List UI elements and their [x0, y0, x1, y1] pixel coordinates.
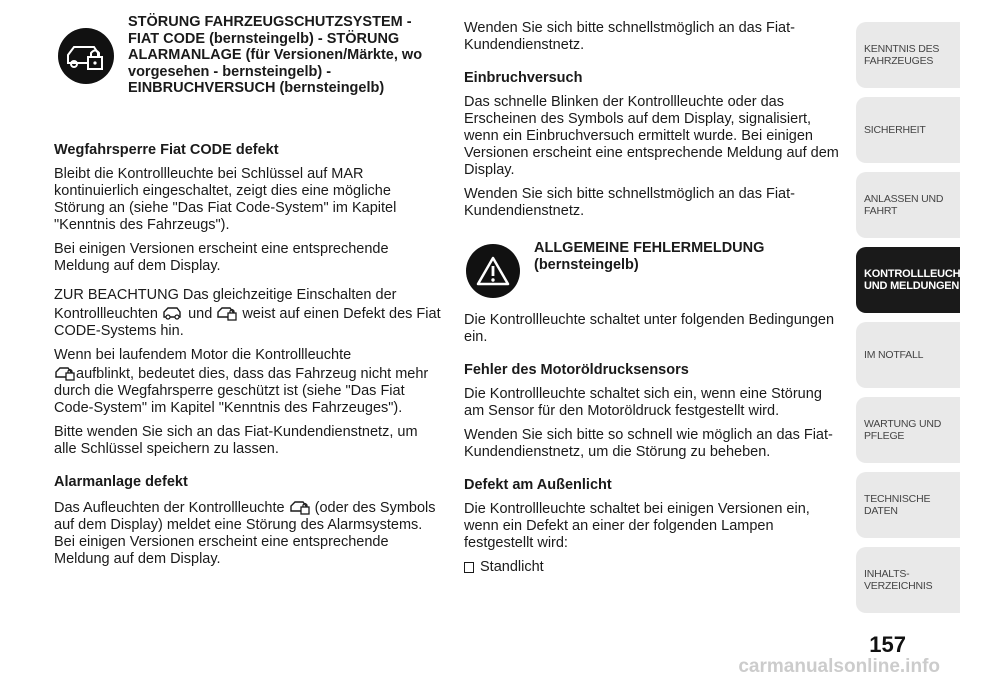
car-padlock-icon	[54, 364, 76, 382]
paragraph: Die Kontrollleuchte schaltet sich ein, wenn eine Störung am Sensor für den Motoröldruck festgestellt wird.	[464, 386, 822, 419]
tab-label: WARTUNG UND PFLEGE	[864, 418, 942, 442]
tab-label: IM NOTFALL	[864, 349, 924, 361]
tab-kenntnis[interactable]	[856, 22, 960, 88]
paragraph	[54, 347, 442, 417]
paragraph: Wenden Sie sich bitte schnellstmöglich an das Fiat-Kundendienstnetz.	[464, 186, 795, 219]
tab-notfall[interactable]	[856, 322, 960, 388]
tab-label: SICHERHEIT	[864, 124, 926, 136]
paragraph: Bei einigen Versionen erscheint eine entsprechende Meldung auf dem Display.	[54, 241, 389, 274]
tab-label: INHALTS-VERZEICHNIS	[864, 568, 933, 592]
list-item	[464, 559, 840, 576]
car-padlock-icon	[216, 304, 238, 322]
page-number: 157	[869, 632, 906, 657]
paragraph-text: (oder des Symbols auf dem Display) meldet eine Störung des Alarmsystems. Bei einigen Versionen erscheint eine entsprechende Meldung auf dem Display.	[54, 500, 436, 567]
note-text: weist auf einen Defekt des Fiat CODE-Systems hin.	[54, 306, 441, 339]
tab-anlassen[interactable]	[856, 172, 960, 238]
paragraph: Die Kontrollleuchte schaltet unter folgenden Bedingungen ein.	[464, 312, 835, 345]
paragraph-text: aufblinkt, bedeutet dies, dass das Fahrzeug nicht mehr durch die Wegfahrsperre geschützt ist (siehe "Das Fiat Code-System" im Kapitel "Kenntnis des Fahrzeuges").	[54, 366, 429, 416]
car-padlock-icon	[289, 498, 311, 516]
tab-label: KONTROLLLEUCHTEN UND MELDUNGEN	[864, 268, 982, 292]
tab-label: TECHNISCHE DATEN	[864, 493, 931, 517]
tab-technische-daten[interactable]	[856, 472, 960, 538]
tab-kontrollleuchten[interactable]	[856, 247, 982, 313]
watermark: carmanualsonline.info	[738, 656, 940, 677]
heading-aussenlicht: Defekt am Außenlicht	[464, 477, 612, 493]
paragraph-text: Wenn bei laufendem Motor die Kontrollleuchte	[54, 347, 352, 363]
checkbox-bullet-icon	[464, 562, 474, 573]
paragraph: Wenden Sie sich bitte schnellstmöglich an das Fiat-Kundendienstnetz.	[464, 20, 795, 53]
heading-alarmanlage: Alarmanlage defekt	[54, 474, 188, 490]
heading-einbruchversuch: Einbruchversuch	[464, 70, 583, 86]
warning-block	[54, 14, 442, 136]
note-paragraph	[54, 287, 442, 340]
paragraph: Bleibt die Kontrollleuchte bei Schlüssel auf MAR kontinuierlich eingeschaltet, zeigt dies eine mögliche Störung an (siehe "Das Fiat Code-System" im Kapitel "Kenntnis des Fahrzeugs").	[54, 166, 397, 233]
tab-inhaltsverzeichnis[interactable]	[856, 547, 960, 613]
left-column	[54, 14, 442, 575]
note-und: und	[188, 306, 213, 322]
paragraph: Bitte wenden Sie sich an das Fiat-Kundendienstnetz, um alle Schlüssel speichern zu lassen.	[54, 424, 418, 457]
tab-wartung[interactable]	[856, 397, 960, 463]
paragraph: Wenden Sie sich bitte so schnell wie möglich an das Fiat-Kundendienstnetz, um die Störung zu beheben.	[464, 427, 833, 460]
paragraph: Die Kontrollleuchte schaltet bei einigen Versionen ein, wenn ein Defekt an einer der folgenden Lampen festgestellt wird:	[464, 501, 810, 551]
list-item-text: Standlicht	[480, 559, 544, 575]
heading-wegfahrsperre: Wegfahrsperre Fiat CODE defekt	[54, 142, 279, 158]
paragraph: Das schnelle Blinken der Kontrollleuchte oder das Erscheinen des Symbols auf dem Display, signalisiert, wenn ein Einbruchversuch ermittelt wurde. Bei einigen Versionen erscheint eine entsprechende Meldung auf dem Display.	[464, 94, 839, 178]
tab-label: ANLASSEN UND FAHRT	[864, 193, 944, 217]
tab-label: KENNTNIS DES FAHRZEUGES	[864, 43, 940, 67]
chapter-tabs	[856, 22, 982, 622]
heading-oeldrucksensor: Fehler des Motoröldrucksensors	[464, 362, 689, 378]
tab-sicherheit[interactable]	[856, 97, 960, 163]
general-warning-block	[464, 240, 840, 312]
paragraph-text: Das Aufleuchten der Kontrollleuchte	[54, 500, 285, 516]
warning-triangle-icon	[466, 244, 520, 298]
warning-title: STÖRUNG FAHRZEUGSCHUTZSYSTEM - FIAT CODE (bernsteingelb) - STÖRUNG ALARMANLAGE (für Versionen/Märkte, wo vorgesehen - bernsteingelb) - EINBRUCHVERSUCH (bernsteingelb)	[128, 14, 423, 96]
note-text: ZUR BEACHTUNG Das gleichzeitige Einschalten der Kontrollleuchten	[54, 287, 397, 322]
car-key-icon	[162, 304, 184, 322]
right-column	[464, 20, 840, 576]
car-padlock-icon	[58, 28, 114, 84]
paragraph	[54, 498, 442, 568]
general-warning-title: ALLGEMEINE FEHLERMELDUNG (bernsteingelb)	[534, 240, 765, 273]
